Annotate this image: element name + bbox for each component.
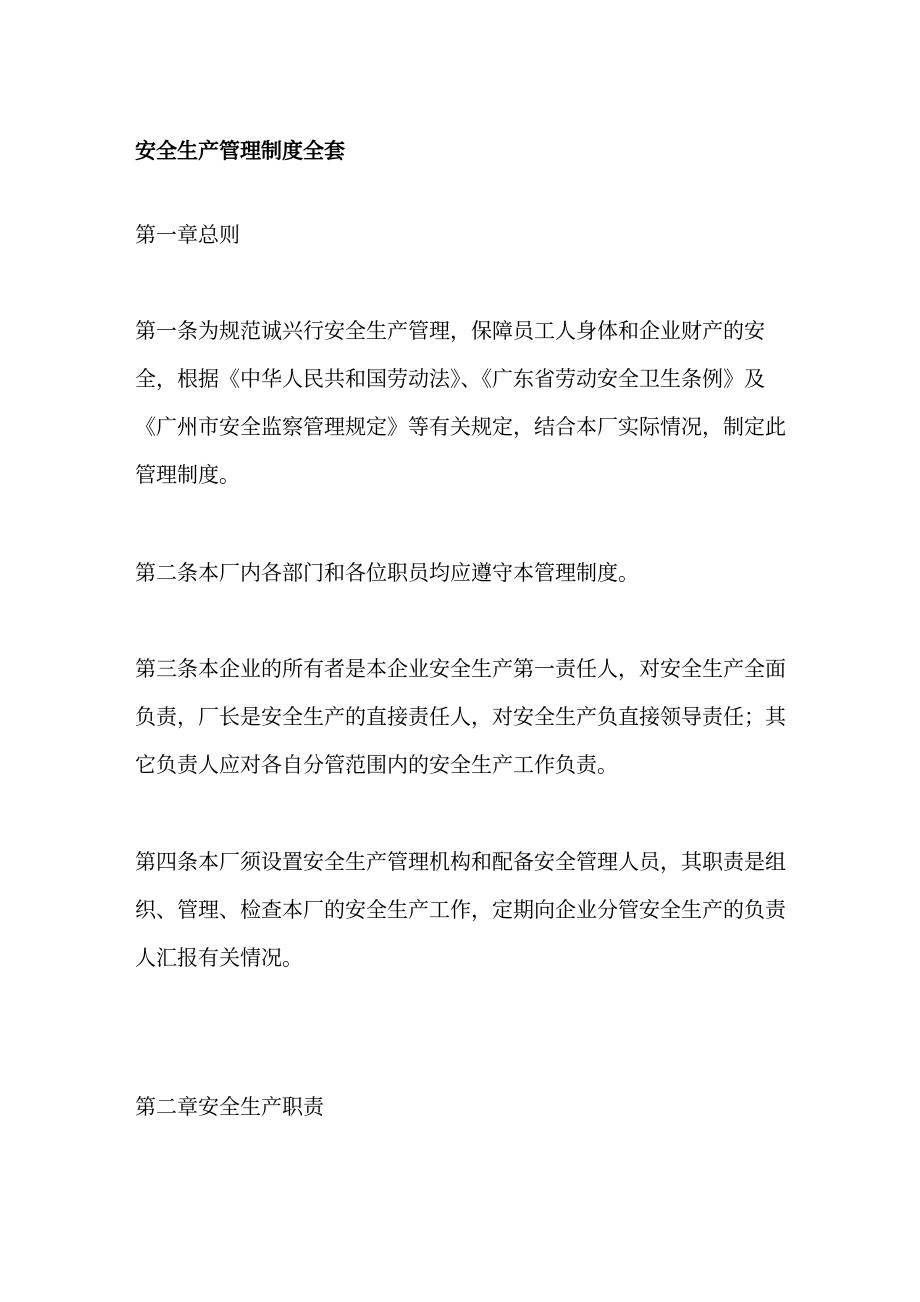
document-title: 安全生产管理制度全套 (135, 138, 345, 163)
chapter-2-heading: 第二章安全生产职责 (135, 1095, 324, 1119)
article-1: 第一条为规范诚兴行安全生产管理，保障员工人身体和企业财产的安全，根据《中华人民共和国劳动法》、《广东省劳动安全卫生条例》及《广州市安全监察管理规定》等有关规定，结合本厂实际情况，制定此管理制度。 (135, 319, 786, 487)
article-2: 第二条本厂内各部门和各位职员均应遵守本管理制度。 (135, 561, 639, 585)
article-4: 第四条本厂须设置安全生产管理机构和配备安全管理人员，其职责是组织、管理、检查本厂的安全生产工作，定期向企业分管安全生产的负责人汇报有关情况。 (135, 850, 786, 970)
chapter-1-heading: 第一章总则 (135, 223, 240, 247)
article-3: 第三条本企业的所有者是本企业安全生产第一责任人，对安全生产全面负责，厂长是安全生产的直接责任人，对安全生产负直接领导责任；其它负责人应对各自分管范围内的安全生产工作负责。 (135, 657, 786, 777)
